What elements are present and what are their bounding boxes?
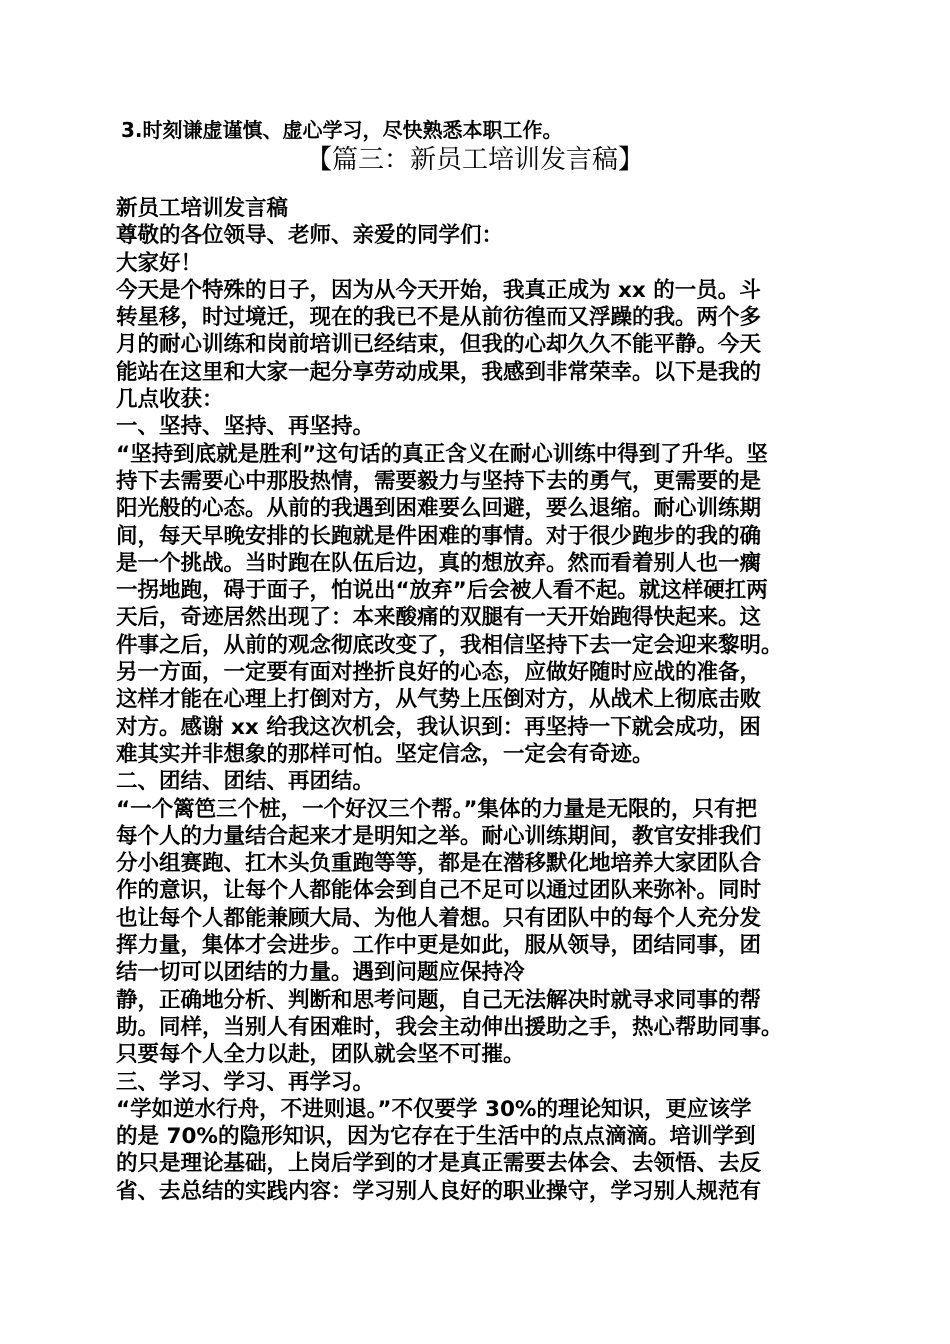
text-line: 一拐地跑，碍于面子，怕说出“放弃”后会被人看不起。就这样硬扛两 [116,578,768,604]
intro-line: 3.时刻谦虚谨慎、虚心学习，尽快熟悉本职工作。 [121,118,563,142]
text-line: 几点收获： [116,387,224,413]
text-line: “学如逆水行舟，不进则退。”不仅要学 30%的理论知识，更应该学 [116,1096,752,1122]
text-line: 难其实并非想象的那样可怕。坚定信念，一定会有奇迹。 [116,741,654,767]
text-line: “一个篱笆三个桩，一个好汉三个帮。”集体的力量是无限的，只有把 [116,796,758,822]
text-line: 挥力量，集体才会进步。工作中更是如此，服从领导，团结同事，团 [116,933,762,959]
text-line: 月的耐心训练和岗前培训已经结束，但我的心却久久不能平静。今天 [116,332,762,358]
body-text [116,195,876,1205]
text-line: 另一方面，一定要有面对挫折良好的心态，应做好随时应战的准备， [116,660,762,686]
text-line: 能站在这里和大家一起分享劳动成果，我感到非常荣幸。以下是我的 [116,359,762,385]
text-line: 是一个挑战。当时跑在队伍后边，真的想放弃。然而看着别人也一瘸 [116,550,762,576]
text-line: 只要每个人全力以赴，团队就会坚不可摧。 [116,1042,525,1068]
text-line: 间，每天早晚安排的长跑就是件困难的事情。对于很少跑步的我的确 [116,523,762,549]
subheading-3: 三、学习、学习、再学习。 [116,1069,375,1095]
text-line: 件事之后，从前的观念彻底改变了，我相信坚持下去一定会迎来黎明。 [116,632,783,658]
text-line: 助。同样，当别人有困难时，我会主动伸出援助之手，热心帮助同事。 [116,1014,783,1040]
subheading-2: 二、团结、团结、再团结。 [116,769,375,795]
subheading-1: 一、坚持、坚持、再坚持。 [116,414,375,440]
text-line: 每个人的力量结合起来才是明知之举。耐心训练期间，教官安排我们 [116,823,762,849]
text-line: 的只是理论基础，上岗后学到的才是真正需要去体会、去领悟、去反 [116,1151,762,1177]
text-line: 省、去总结的实践内容：学习别人良好的职业操守，学习别人规范有 [116,1178,762,1204]
text-line: 天后，奇迹居然出现了：本来酸痛的双腿有一天开始跑得快起来。这 [116,605,762,631]
text-line: 持下去需要心中那股热情，需要毅力与坚持下去的勇气，更需要的是 [116,468,762,494]
text-line: 今天是个特殊的日子，因为从今天开始，我真正成为 xx 的一员。斗 [116,277,761,303]
text-line: 转星移，时过境迁，现在的我已不是从前彷徨而又浮躁的我。两个多 [116,305,762,331]
text-line: “坚持到底就是胜利”这句话的真正含义在耐心训练中得到了升华。坚 [116,441,768,467]
greeting: 大家好！ [116,250,203,276]
salutation: 尊敬的各位领导、老师、亲爱的同学们： [116,223,504,249]
text-line: 结一切可以团结的力量。遇到问题应保持冷 [116,960,525,986]
text-line: 对方。感谢 xx 给我这次机会，我认识到：再坚持一下就会成功，困 [116,714,761,740]
speech-title: 新员工培训发言稿 [116,196,289,221]
text-line: 也让每个人都能兼顾大局、为他人着想。只有团队中的每个人充分发 [116,905,762,931]
section-heading: 【篇三：新员工培训发言稿】 [305,145,644,175]
text-line: 分小组赛跑、扛木头负重跑等等，都是在潜移默化地培养大家团队合 [116,851,762,877]
text-line: 静，正确地分析、判断和思考问题，自己无法解决时就寻求同事的帮 [116,987,762,1013]
text-line: 阳光般的心态。从前的我遇到困难要么回避，要么退缩。耐心训练期 [116,496,762,522]
text-line: 的是 70%的隐形知识，因为它存在于生活中的点点滴滴。培训学到 [116,1124,756,1150]
text-line: 这样才能在心理上打倒对方，从气势上压倒对方，从战术上彻底击败 [116,687,762,713]
text-line: 作的意识，让每个人都能体会到自己不足可以通过团队来弥补。同时 [116,878,762,904]
